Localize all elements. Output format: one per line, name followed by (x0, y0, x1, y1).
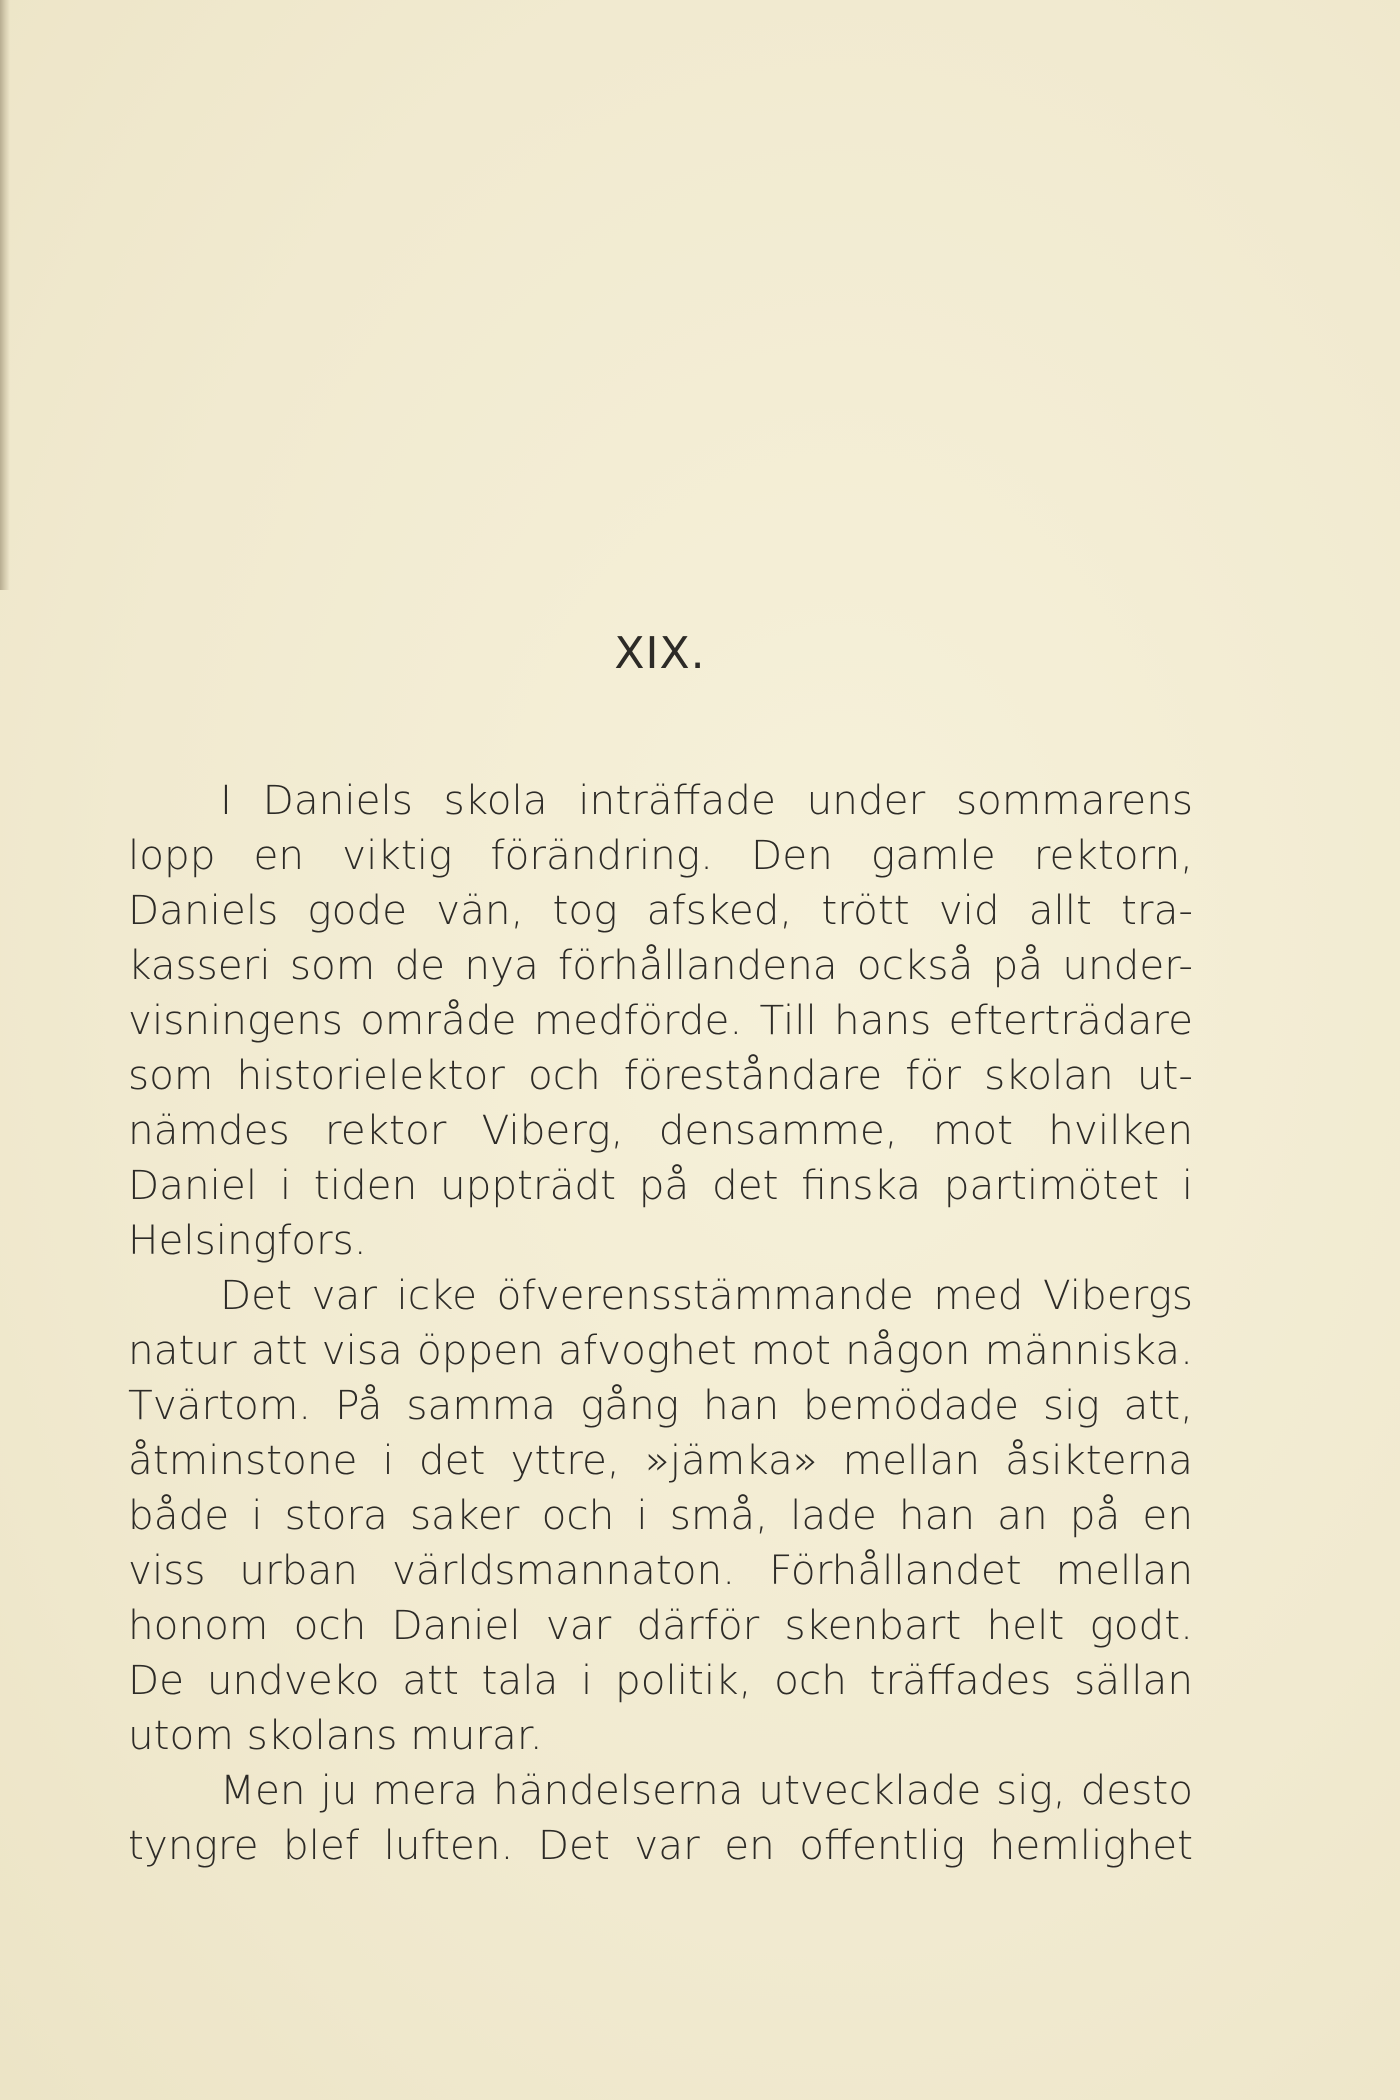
text-line: åtminstone i det yttre, »jämka» mellan åsikterna (128, 1436, 1193, 1484)
text-line: honom och Daniel var därför skenbart helt godt. (128, 1601, 1193, 1649)
text-line: tyngre blef luften. Det var en offentlig hemlighet (128, 1821, 1193, 1869)
text-line: som historielektor och föreståndare för skolan ut- (128, 1051, 1193, 1099)
text-line: Daniels gode vän, tog afsked, trött vid allt tra- (128, 886, 1193, 934)
text-line: Daniel i tiden uppträdt på det finska partimötet i (128, 1161, 1193, 1209)
text-line: både i stora saker och i små, lade han an på en (128, 1491, 1193, 1539)
text-line: natur att visa öppen afvoghet mot någon människa. (128, 1326, 1193, 1374)
paragraph (128, 1763, 1193, 1873)
page-gutter-edge (0, 0, 10, 590)
text-line: visningens område medförde. Till hans efterträdare (128, 996, 1193, 1044)
text-line: Men ju mera händelserna utvecklade sig, desto (220, 1766, 1193, 1814)
text-line: lopp en viktig förändring. Den gamle rektorn, (128, 831, 1193, 879)
body-text (128, 773, 1193, 1873)
text-line: viss urban världsmannaton. Förhållandet mellan (128, 1546, 1193, 1594)
text-line: Det var icke öfverensstämmande med Vibergs (220, 1271, 1193, 1319)
text-line: utom skolans murar. (128, 1711, 543, 1759)
text-line: kasseri som de nya förhållandena också på under- (128, 941, 1193, 989)
text-line: Helsingfors. (128, 1216, 367, 1264)
paragraph (128, 1268, 1193, 1763)
text-line: I Daniels skola inträffade under sommarens (220, 776, 1193, 824)
text-line: nämdes rektor Viberg, densamme, mot hvilken (128, 1106, 1193, 1154)
text-line: De undveko att tala i politik, och träffades sällan (128, 1656, 1193, 1704)
paragraph (128, 773, 1193, 1268)
chapter-heading: XIX. (614, 628, 706, 679)
text-line: Tvärtom. På samma gång han bemödade sig att, (128, 1381, 1193, 1429)
